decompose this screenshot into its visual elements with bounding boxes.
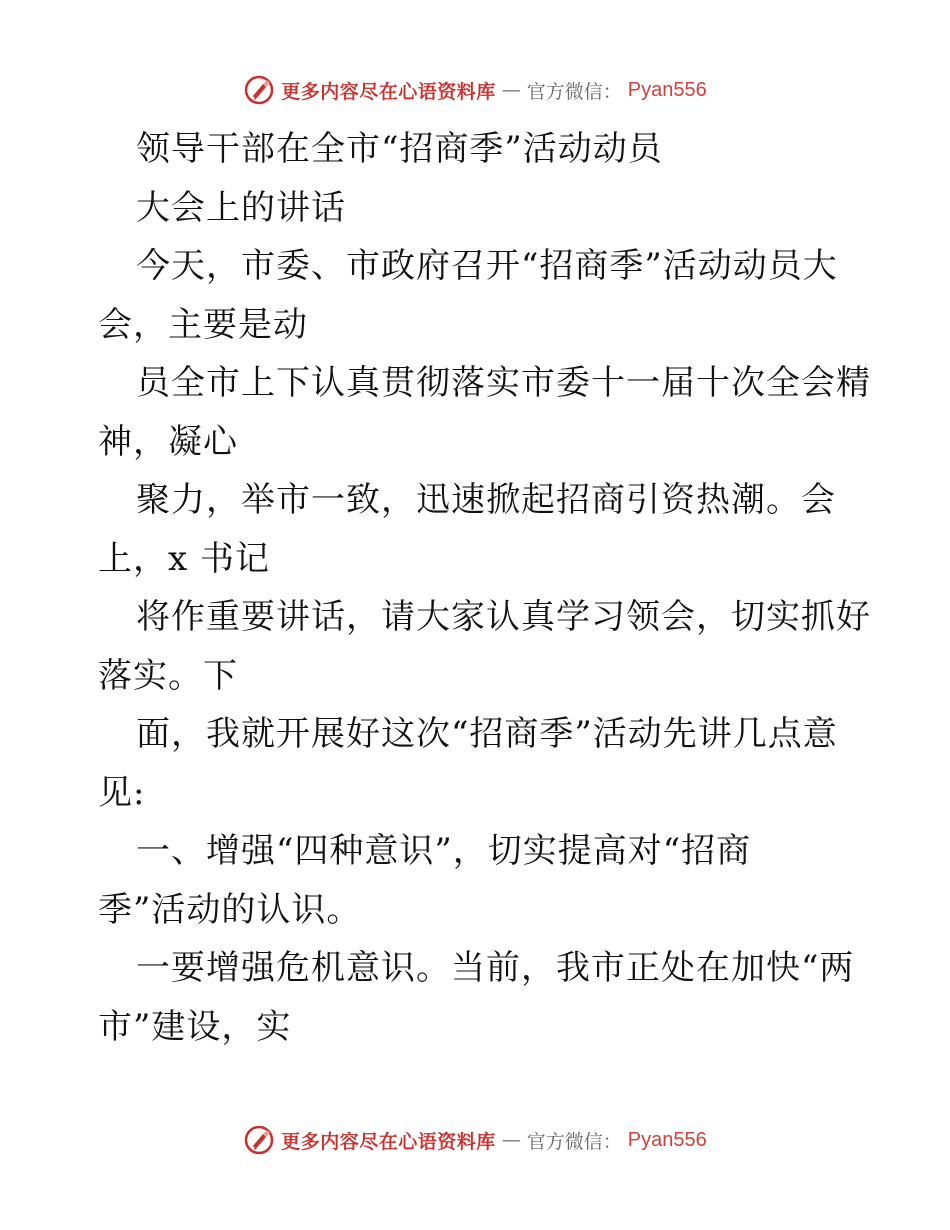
footer-banner: [0, 1120, 950, 1160]
document-line: 会，主要是动: [98, 304, 308, 345]
document-line: 面，我就开展好这次“招商季”活动先讲几点意: [136, 714, 838, 754]
pen-circle-logo-icon: [243, 74, 275, 106]
banner-wechat-handle: Pyan556: [627, 1128, 707, 1151]
header-banner: [0, 70, 950, 110]
document-line: 将作重要讲话，请大家认真学习领会，切实抓好: [136, 597, 871, 637]
document-line: 领导干部在全市“招商季”活动动员: [136, 129, 663, 169]
document-line: 一要增强危机意识。当前，我市正处在加快“两: [136, 948, 855, 988]
banner-separator: —: [501, 1129, 521, 1151]
document-line: 神，凝心: [98, 421, 238, 462]
banner-wechat-handle: Pyan556: [627, 78, 707, 101]
document-line: 市”建设，实: [98, 1006, 292, 1047]
banner-wechat-label: 官方微信：: [526, 80, 622, 103]
document-line: 一、增强“四种意识”，切实提高对“招商: [136, 831, 752, 871]
document-line: 大会上的讲话: [136, 187, 346, 228]
banner-separator: —: [501, 79, 521, 101]
document-line: 员全市上下认真贯彻落实市委十一届十次全会精: [136, 363, 871, 403]
document-line: 上，x 书记: [98, 538, 270, 579]
document-line: 见:: [98, 772, 146, 813]
document-line: 今天，市委、市政府召开“招商季”活动动员大: [136, 246, 838, 286]
banner-brand-text: 更多内容尽在心语资料库: [281, 80, 496, 103]
pen-circle-logo-icon: [243, 1124, 275, 1156]
document-line: 季”活动的认识。: [98, 889, 362, 930]
banner-brand-text: 更多内容尽在心语资料库: [281, 1130, 496, 1153]
document-line: 落实。下: [98, 655, 238, 696]
banner-wechat-label: 官方微信：: [526, 1130, 622, 1153]
document-body: [98, 120, 871, 1056]
document-line: 聚力，举市一致，迅速掀起招商引资热潮。会: [136, 480, 836, 520]
